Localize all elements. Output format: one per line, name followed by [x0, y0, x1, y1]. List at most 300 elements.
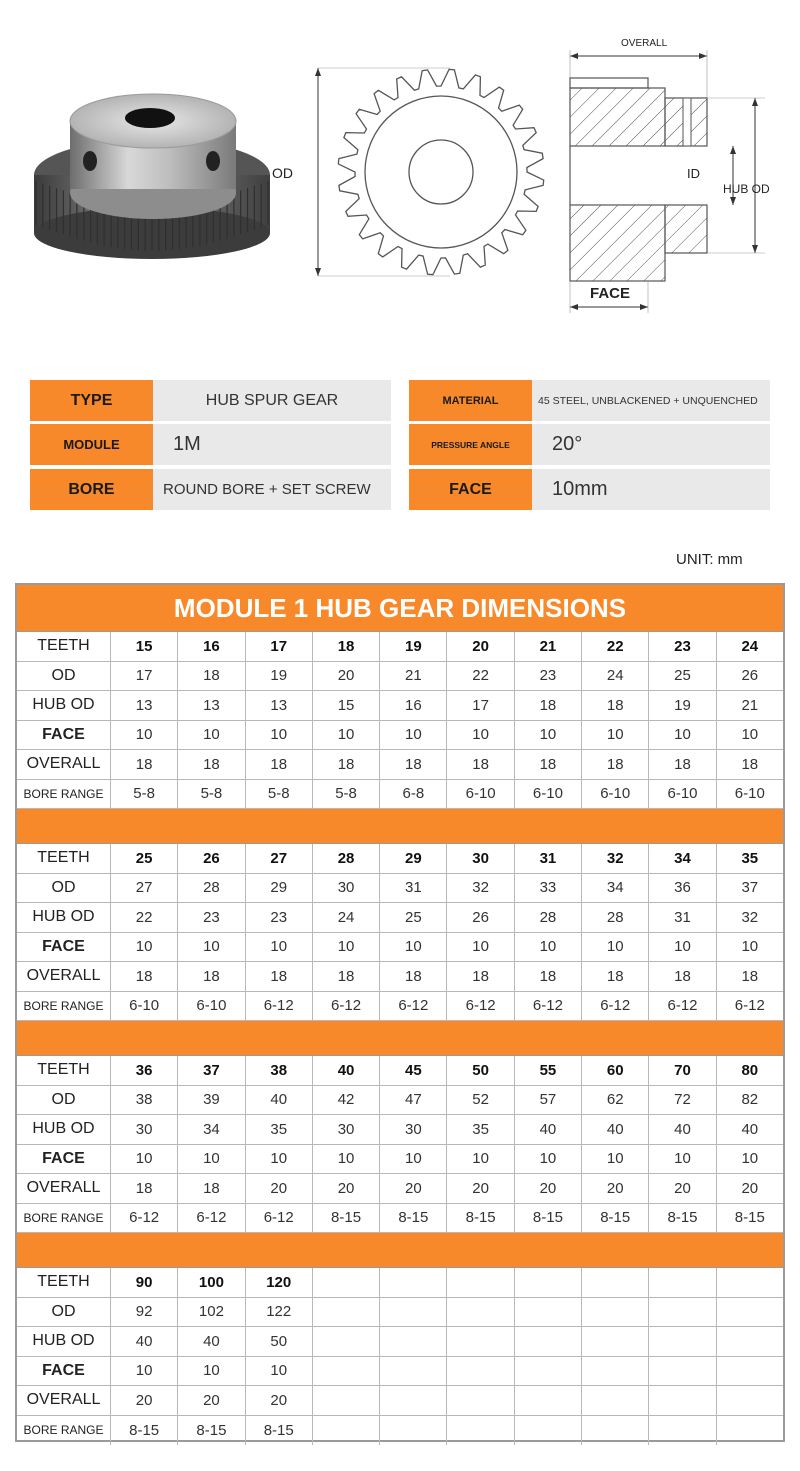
table-cell: 62 — [582, 1086, 649, 1115]
table-cell: 5-8 — [111, 780, 178, 809]
overall-row — [17, 750, 783, 780]
table-cell: 35 — [741, 849, 759, 867]
face-row — [17, 721, 783, 751]
spec-face-label: FACE — [409, 469, 532, 510]
row-header: HUB OD — [17, 691, 111, 720]
table-cell — [649, 1268, 716, 1297]
table-cell: 20 — [515, 1174, 582, 1203]
teeth-row — [17, 844, 783, 874]
table-cell: 17 — [111, 662, 178, 691]
spec-bore-label: BORE — [30, 469, 153, 510]
table-cell: 10 — [515, 1145, 582, 1174]
table-cell: 18 — [649, 750, 716, 779]
teeth-row — [17, 632, 783, 662]
table-cell — [447, 1298, 514, 1327]
table-cell: 10 — [313, 721, 380, 750]
table-cell: 20 — [246, 1174, 313, 1203]
row-header: BORE RANGE — [17, 1204, 111, 1233]
table-cell — [649, 1386, 716, 1415]
table-cell: 18 — [447, 962, 514, 991]
table-cell: 36 — [111, 1056, 178, 1085]
table-cell: 10 — [178, 1145, 245, 1174]
table-cell: 18 — [515, 691, 582, 720]
table-cell — [515, 1386, 582, 1415]
table-cell: 10 — [741, 1150, 759, 1168]
row-header: FACE — [17, 1145, 111, 1174]
table-cell: 10 — [246, 1145, 313, 1174]
table-cell: 23 — [246, 903, 313, 932]
table-cell: 18 — [582, 691, 649, 720]
table-cell: 20 — [741, 1179, 759, 1197]
spec-pressure-angle-label: PRESSURE ANGLE — [409, 424, 532, 465]
group-separator — [17, 1021, 783, 1056]
table-cell — [717, 1357, 783, 1386]
table-cell: 22 — [447, 662, 514, 691]
bore-range-row — [17, 780, 783, 810]
hub-od-row — [17, 903, 783, 933]
table-cell: 18 — [582, 962, 649, 991]
table-cell: 18 — [741, 755, 759, 773]
gear-front-view — [300, 60, 550, 285]
table-cell: 8-15 — [734, 1209, 765, 1227]
table-cell: 10 — [111, 721, 178, 750]
table-cell: 20 — [649, 1174, 716, 1203]
table-cell: 18 — [515, 750, 582, 779]
table-cell: 8-15 — [515, 1204, 582, 1233]
row-header: OD — [17, 1298, 111, 1327]
table-cell: 17 — [447, 691, 514, 720]
table-cell: 36 — [649, 874, 716, 903]
table-cell: 23 — [649, 632, 716, 661]
group-separator — [17, 1233, 783, 1268]
table-cell: 45 — [380, 1056, 447, 1085]
row-header: HUB OD — [17, 1327, 111, 1356]
table-cell: 40 — [111, 1327, 178, 1356]
face-row — [17, 933, 783, 963]
bore-range-row — [17, 992, 783, 1022]
row-header: OD — [17, 1086, 111, 1115]
overall-row — [17, 962, 783, 992]
table-cell: 10 — [649, 721, 716, 750]
gear-side-section-view — [555, 30, 790, 320]
table-cell: 6-10 — [582, 780, 649, 809]
row-header: OVERALL — [17, 1386, 111, 1415]
table-cell: 34 — [649, 844, 716, 873]
table-cell: 6-12 — [734, 997, 765, 1015]
table-cell: 102 — [178, 1298, 245, 1327]
table-cell: 100 — [178, 1268, 245, 1297]
face-dim-label: FACE — [590, 285, 631, 302]
hub-gear-photo — [30, 85, 275, 260]
hub-od-row — [17, 1115, 783, 1145]
table-cell: 18 — [447, 750, 514, 779]
table-cell: 10 — [741, 726, 759, 744]
table-cell: 10 — [649, 933, 716, 962]
table-cell: 55 — [515, 1056, 582, 1085]
table-cell: 42 — [313, 1086, 380, 1115]
table-cell: 18 — [178, 1174, 245, 1203]
table-cell — [447, 1327, 514, 1356]
table-cell — [515, 1327, 582, 1356]
table-cell: 24 — [741, 637, 759, 655]
table-cell: 10 — [380, 721, 447, 750]
table-cell — [717, 1416, 783, 1446]
table-cell — [515, 1298, 582, 1327]
table-cell: 25 — [111, 844, 178, 873]
table-cell — [447, 1386, 514, 1415]
row-header: OVERALL — [17, 962, 111, 991]
table-cell: 34 — [178, 1115, 245, 1144]
table-cell: 57 — [515, 1086, 582, 1115]
table-cell: 31 — [515, 844, 582, 873]
table-cell: 24 — [582, 662, 649, 691]
table-cell: 25 — [649, 662, 716, 691]
table-cell: 18 — [380, 962, 447, 991]
hub-od-row — [17, 691, 783, 721]
table-cell: 82 — [741, 1091, 759, 1109]
row-header: TEETH — [17, 632, 111, 661]
overall-row — [17, 1386, 783, 1416]
table-cell — [380, 1357, 447, 1386]
table-cell: 10 — [246, 933, 313, 962]
table-cell: 23 — [515, 662, 582, 691]
table-cell: 70 — [649, 1056, 716, 1085]
table-cell: 30 — [313, 874, 380, 903]
table-cell: 18 — [178, 662, 245, 691]
table-cell — [380, 1416, 447, 1446]
table-cell: 13 — [111, 691, 178, 720]
row-header: OVERALL — [17, 750, 111, 779]
table-cell: 18 — [178, 750, 245, 779]
hub-od-row — [17, 1327, 783, 1357]
spec-module-label: MODULE — [30, 424, 153, 465]
table-cell: 72 — [649, 1086, 716, 1115]
table-cell — [313, 1268, 380, 1297]
table-cell: 50 — [447, 1056, 514, 1085]
table-cell — [313, 1386, 380, 1415]
table-cell: 6-12 — [313, 992, 380, 1021]
table-cell: 27 — [246, 844, 313, 873]
table-cell — [447, 1268, 514, 1297]
table-cell: 22 — [111, 903, 178, 932]
table-cell: 50 — [246, 1327, 313, 1356]
table-cell: 8-15 — [246, 1416, 313, 1446]
table-cell: 27 — [111, 874, 178, 903]
overall-row — [17, 1174, 783, 1204]
spec-module-value: 1M — [153, 424, 391, 465]
spec-bore-value: ROUND BORE + SET SCREW — [153, 469, 391, 510]
od-row — [17, 662, 783, 692]
table-cell: 10 — [380, 1145, 447, 1174]
table-cell: 20 — [447, 1174, 514, 1203]
od-row — [17, 1086, 783, 1116]
table-cell — [582, 1327, 649, 1356]
table-cell: 19 — [649, 691, 716, 720]
table-cell: 6-12 — [246, 992, 313, 1021]
spec-type-label: TYPE — [30, 380, 153, 421]
table-cell — [717, 1268, 783, 1297]
face-row — [17, 1145, 783, 1175]
od-row — [17, 1298, 783, 1328]
table-cell: 18 — [741, 967, 759, 985]
table-cell: 6-10 — [649, 780, 716, 809]
table-cell: 10 — [111, 1145, 178, 1174]
table-cell: 29 — [380, 844, 447, 873]
table-title: MODULE 1 HUB GEAR DIMENSIONS — [17, 585, 783, 632]
row-header: TEETH — [17, 844, 111, 873]
table-cell: 47 — [380, 1086, 447, 1115]
row-header: BORE RANGE — [17, 992, 111, 1021]
dimensions-table — [15, 583, 785, 1442]
table-cell — [380, 1327, 447, 1356]
table-cell — [515, 1268, 582, 1297]
table-cell: 10 — [582, 721, 649, 750]
row-header: HUB OD — [17, 903, 111, 932]
table-cell: 31 — [380, 874, 447, 903]
spec-type-value: HUB SPUR GEAR — [153, 380, 391, 421]
table-cell: 25 — [380, 903, 447, 932]
table-cell: 23 — [178, 903, 245, 932]
table-cell: 26 — [447, 903, 514, 932]
table-cell: 32 — [741, 908, 759, 926]
table-cell: 24 — [313, 903, 380, 932]
table-cell: 38 — [246, 1056, 313, 1085]
table-cell — [313, 1357, 380, 1386]
table-cell: 40 — [649, 1115, 716, 1144]
table-cell: 10 — [380, 933, 447, 962]
table-cell: 20 — [313, 1174, 380, 1203]
table-cell: 10 — [111, 933, 178, 962]
teeth-row — [17, 1056, 783, 1086]
bore-range-row — [17, 1416, 783, 1446]
id-dim-label: ID — [687, 166, 700, 181]
table-cell: 6-8 — [380, 780, 447, 809]
table-cell: 34 — [582, 874, 649, 903]
table-cell: 19 — [380, 632, 447, 661]
table-cell: 40 — [178, 1327, 245, 1356]
table-cell: 8-15 — [111, 1416, 178, 1446]
table-cell: 60 — [582, 1056, 649, 1085]
table-cell: 18 — [313, 962, 380, 991]
table-cell: 10 — [515, 933, 582, 962]
table-cell: 40 — [582, 1115, 649, 1144]
row-header: TEETH — [17, 1056, 111, 1085]
table-cell: 8-15 — [380, 1204, 447, 1233]
row-header: FACE — [17, 721, 111, 750]
table-cell: 10 — [582, 1145, 649, 1174]
table-cell: 8-15 — [649, 1204, 716, 1233]
table-cell: 10 — [741, 938, 759, 956]
table-cell: 28 — [582, 903, 649, 932]
table-cell: 20 — [178, 1386, 245, 1415]
row-header: BORE RANGE — [17, 780, 111, 809]
table-cell — [515, 1357, 582, 1386]
table-cell: 10 — [582, 933, 649, 962]
table-cell: 6-12 — [582, 992, 649, 1021]
gear-illustrations — [0, 0, 800, 330]
table-cell: 26 — [741, 667, 759, 685]
table-cell — [447, 1416, 514, 1446]
spec-bore — [30, 469, 391, 510]
table-cell: 26 — [178, 844, 245, 873]
table-cell: 21 — [741, 696, 759, 714]
row-header: HUB OD — [17, 1115, 111, 1144]
table-cell: 20 — [582, 1174, 649, 1203]
table-cell: 18 — [649, 962, 716, 991]
overall-dim-label: OVERALL — [621, 38, 668, 49]
table-cell: 18 — [178, 962, 245, 991]
table-cell: 10 — [313, 1145, 380, 1174]
table-cell: 6-12 — [111, 1204, 178, 1233]
table-cell: 6-10 — [111, 992, 178, 1021]
table-cell: 21 — [515, 632, 582, 661]
table-cell: 10 — [313, 933, 380, 962]
table-cell: 30 — [111, 1115, 178, 1144]
table-cell — [717, 1327, 783, 1356]
table-cell: 28 — [515, 903, 582, 932]
table-cell: 6-10 — [734, 785, 765, 803]
spec-material-label: MATERIAL — [409, 380, 532, 421]
table-cell — [380, 1298, 447, 1327]
table-cell: 18 — [111, 962, 178, 991]
table-cell: 120 — [246, 1268, 313, 1297]
table-cell — [313, 1416, 380, 1446]
table-cell — [447, 1357, 514, 1386]
row-header: OD — [17, 662, 111, 691]
table-cell — [380, 1386, 447, 1415]
table-cell: 10 — [447, 1145, 514, 1174]
table-cell — [582, 1386, 649, 1415]
table-cell: 8-15 — [447, 1204, 514, 1233]
spec-pressure-angle — [409, 424, 770, 465]
table-cell: 37 — [741, 879, 759, 897]
table-cell: 40 — [515, 1115, 582, 1144]
table-cell: 10 — [649, 1145, 716, 1174]
table-cell: 20 — [246, 1386, 313, 1415]
table-cell — [515, 1416, 582, 1446]
spec-pressure-angle-value: 20° — [532, 424, 770, 465]
table-cell: 6-12 — [380, 992, 447, 1021]
table-cell: 17 — [246, 632, 313, 661]
table-cell: 20 — [447, 632, 514, 661]
bore-range-row — [17, 1204, 783, 1234]
table-cell: 40 — [246, 1086, 313, 1115]
table-cell — [582, 1268, 649, 1297]
table-cell: 6-12 — [246, 1204, 313, 1233]
spec-material-value: 45 STEEL, UNBLACKENED + UNQUENCHED — [532, 380, 770, 421]
table-cell: 10 — [246, 721, 313, 750]
table-cell: 21 — [380, 662, 447, 691]
table-cell — [717, 1386, 783, 1415]
table-cell — [717, 1298, 783, 1327]
table-cell: 38 — [111, 1086, 178, 1115]
table-cell — [582, 1416, 649, 1446]
table-cell: 6-10 — [447, 780, 514, 809]
table-cell: 92 — [111, 1298, 178, 1327]
od-row — [17, 874, 783, 904]
spec-face — [409, 469, 770, 510]
table-cell: 10 — [178, 721, 245, 750]
table-cell: 90 — [111, 1268, 178, 1297]
table-cell: 39 — [178, 1086, 245, 1115]
table-cell: 30 — [447, 844, 514, 873]
table-cell: 40 — [313, 1056, 380, 1085]
table-cell: 28 — [313, 844, 380, 873]
table-cell: 35 — [447, 1115, 514, 1144]
table-cell: 31 — [649, 903, 716, 932]
teeth-row — [17, 1268, 783, 1298]
table-cell — [649, 1416, 716, 1446]
table-cell: 6-10 — [178, 992, 245, 1021]
table-cell: 32 — [447, 874, 514, 903]
table-cell: 6-12 — [649, 992, 716, 1021]
table-cell: 6-12 — [178, 1204, 245, 1233]
row-header: OVERALL — [17, 1174, 111, 1203]
table-cell: 16 — [178, 632, 245, 661]
table-cell — [649, 1298, 716, 1327]
table-cell: 18 — [246, 962, 313, 991]
table-cell: 10 — [246, 1357, 313, 1386]
table-cell: 15 — [313, 691, 380, 720]
table-cell: 13 — [246, 691, 313, 720]
table-cell: 52 — [447, 1086, 514, 1115]
face-row — [17, 1357, 783, 1387]
table-cell — [649, 1357, 716, 1386]
table-cell: 5-8 — [178, 780, 245, 809]
row-header: BORE RANGE — [17, 1416, 111, 1446]
table-cell: 10 — [515, 721, 582, 750]
table-cell: 80 — [741, 1061, 759, 1079]
table-cell: 122 — [246, 1298, 313, 1327]
table-cell: 29 — [246, 874, 313, 903]
table-cell: 28 — [178, 874, 245, 903]
table-cell: 13 — [178, 691, 245, 720]
table-cell: 10 — [447, 933, 514, 962]
table-cell: 30 — [380, 1115, 447, 1144]
unit-note: UNIT: mm — [676, 551, 743, 568]
table-cell: 5-8 — [313, 780, 380, 809]
table-cell: 20 — [380, 1174, 447, 1203]
table-cell: 19 — [246, 662, 313, 691]
table-cell — [313, 1327, 380, 1356]
row-header: OD — [17, 874, 111, 903]
table-cell: 30 — [313, 1115, 380, 1144]
spec-module — [30, 424, 391, 465]
table-cell — [380, 1268, 447, 1297]
table-cell: 5-8 — [246, 780, 313, 809]
table-cell — [313, 1298, 380, 1327]
table-cell — [582, 1357, 649, 1386]
group-separator — [17, 809, 783, 844]
table-cell: 8-15 — [178, 1416, 245, 1446]
table-cell: 10 — [178, 1357, 245, 1386]
od-callout-label: OD — [272, 165, 293, 181]
table-cell — [582, 1298, 649, 1327]
table-cell: 18 — [313, 750, 380, 779]
table-cell: 35 — [246, 1115, 313, 1144]
spec-face-value: 10mm — [532, 469, 770, 510]
table-cell: 8-15 — [313, 1204, 380, 1233]
row-header: TEETH — [17, 1268, 111, 1297]
table-cell: 33 — [515, 874, 582, 903]
table-cell: 18 — [246, 750, 313, 779]
table-cell: 18 — [380, 750, 447, 779]
table-cell: 18 — [313, 632, 380, 661]
row-header: FACE — [17, 933, 111, 962]
table-cell: 18 — [111, 750, 178, 779]
table-cell: 6-10 — [515, 780, 582, 809]
spec-type — [30, 380, 391, 421]
